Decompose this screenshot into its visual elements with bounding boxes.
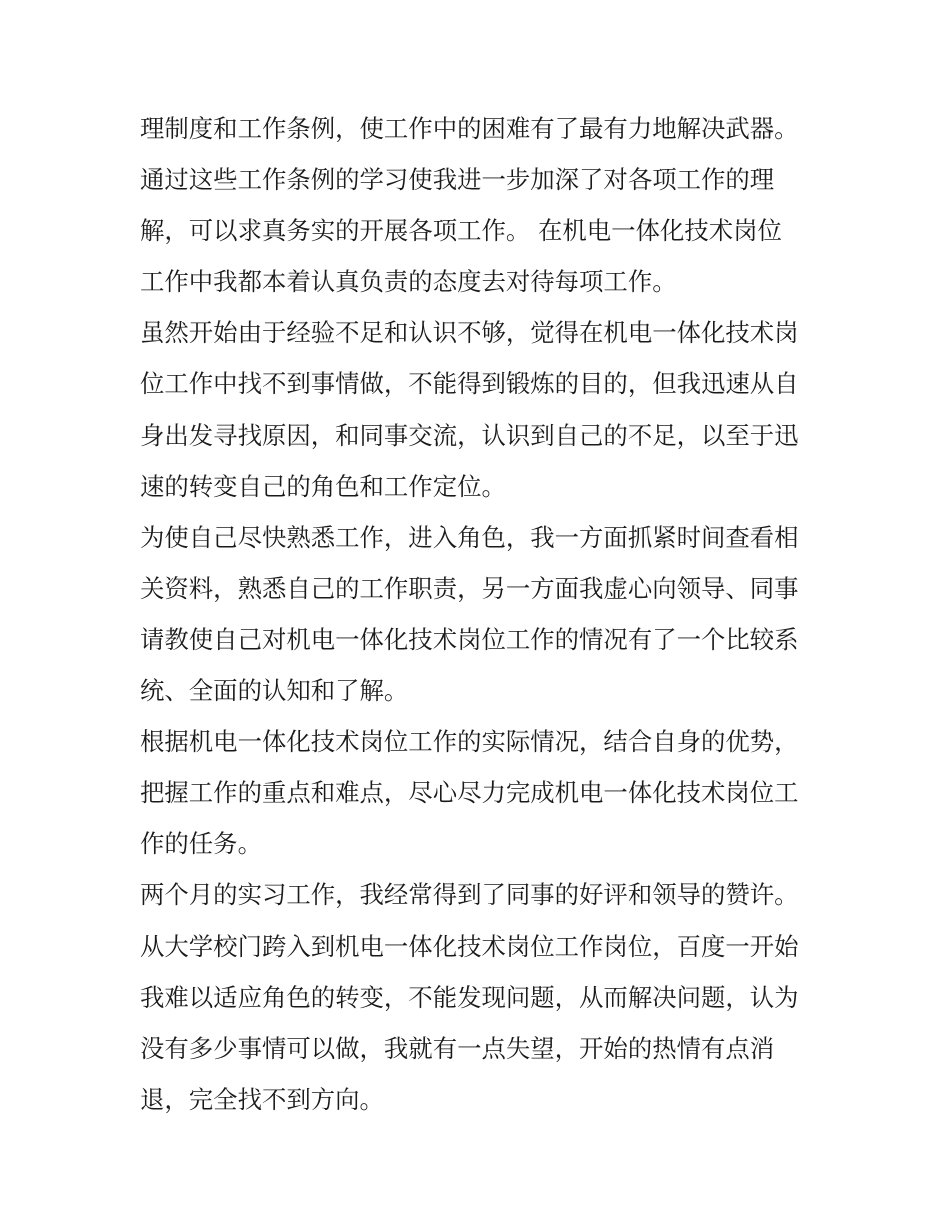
text-line: 虽然开始由于经验不足和认识不够，觉得在机电一体化技术岗: [140, 318, 799, 348]
text-line: 工作中我都本着认真负责的态度去对待每项工作。: [140, 267, 677, 297]
text-line: 退，完全找不到方向。: [140, 1084, 384, 1114]
text-line: 两个月的实习工作，我经常得到了同事的好评和领导的赞许。: [140, 880, 799, 910]
text-line: 我难以适应角色的转变，不能发现问题，从而解决问题，认为: [140, 982, 799, 1012]
text-line: 统、全面的认知和了解。: [140, 676, 409, 706]
text-line: 没有多少事情可以做，我就有一点失望，开始的热情有点消: [140, 1033, 775, 1063]
text-line: 通过这些工作条例的学习使我进一步加深了对各项工作的理: [140, 165, 775, 195]
text-line: 作的任务。: [140, 829, 262, 859]
text-line: 速的转变自己的角色和工作定位。: [140, 471, 506, 501]
text-line: 解，可以求真务实的开展各项工作。 在机电一体化技术岗位: [140, 216, 782, 246]
text-line: 从大学校门跨入到机电一体化技术岗位工作岗位，百度一开始: [140, 931, 799, 961]
text-line: 身出发寻找原因，和同事交流，认识到自己的不足，以至于迅: [140, 420, 799, 450]
text-line: 请教使自己对机电一体化技术岗位工作的情况有了一个比较系: [140, 624, 799, 654]
text-line: 把握工作的重点和难点，尽心尽力完成机电一体化技术岗位工: [140, 778, 799, 808]
text-line: 理制度和工作条例，使工作中的困难有了最有力地解决武器。: [140, 114, 799, 143]
document-body: [140, 103, 812, 1125]
text-line: 关资料，熟悉自己的工作职责，另一方面我虚心向领导、同事: [140, 573, 799, 603]
text-line: 根据机电一体化技术岗位工作的实际情况，结合自身的优势，: [140, 727, 799, 757]
text-line: 位工作中找不到事情做，不能得到锻炼的目的，但我迅速从自: [140, 369, 799, 399]
text-line: 为使自己尽快熟悉工作，进入角色，我一方面抓紧时间查看相: [140, 522, 799, 552]
